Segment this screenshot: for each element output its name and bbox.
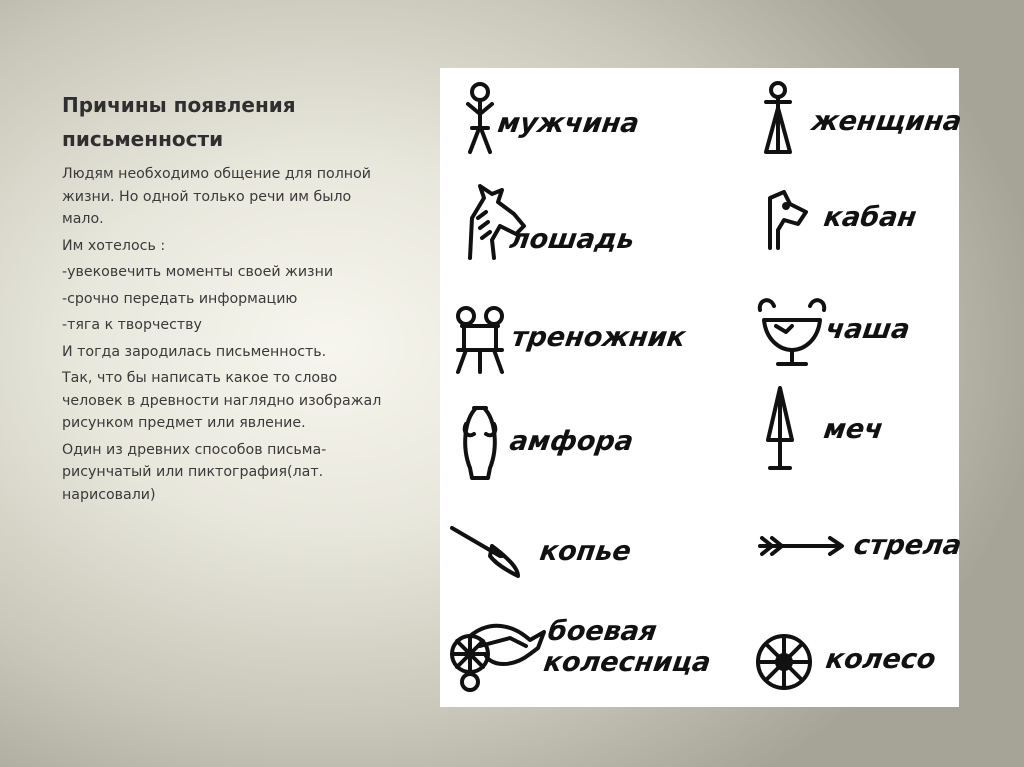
spear-icon [452, 528, 518, 576]
woman-icon [766, 83, 790, 152]
paragraph: Так, что бы написать какое то слово человек в древности наглядно изображал рисунком предмет или явление. [62, 370, 382, 431]
slide-body [62, 163, 382, 510]
paragraph: -увековечить моменты своей жизни [62, 264, 334, 280]
paragraph: -срочно передать информацию [62, 290, 298, 307]
paragraph: -тяга к творчеству [62, 317, 202, 333]
pictogram-label: колесо [823, 644, 938, 675]
paragraph: Людям необходимо общение для полной жизни. Но одной только речи им было мало. [62, 166, 371, 227]
pictogram-label: меч [821, 414, 886, 445]
pictogram-label: стрела [851, 530, 964, 561]
tripod-icon [458, 308, 502, 372]
pictogram-table [440, 68, 964, 707]
paragraph: И тогда зародилась письменность. [62, 343, 327, 360]
pictogram-label: копье [537, 536, 634, 567]
boar-icon [770, 192, 806, 248]
pictogram-label: чаша [823, 314, 912, 345]
wheel-icon [758, 636, 810, 688]
pictogram-label: женщина [809, 106, 964, 137]
sword-icon [768, 388, 792, 468]
arrow-icon [760, 538, 842, 554]
man-icon [468, 84, 492, 152]
pictogram-label: кабан [821, 202, 919, 233]
pictogram-label: лошадь [507, 224, 637, 255]
paragraph: Один из древних способов письма-рисунчатый или пиктография(лат. нарисовали) [62, 441, 327, 503]
pictogram-label: мужчина [495, 108, 642, 139]
pictogram-label: треножник [509, 322, 688, 353]
pictogram-label: боевая колесница [541, 616, 713, 678]
amphora-icon [465, 408, 496, 478]
slide-title: Причины появления письменности [62, 93, 296, 151]
pictogram-label: амфора [507, 426, 636, 457]
chariot-icon [452, 626, 544, 690]
bowl-icon [760, 300, 824, 364]
paragraph: Им хотелось : [62, 237, 166, 254]
